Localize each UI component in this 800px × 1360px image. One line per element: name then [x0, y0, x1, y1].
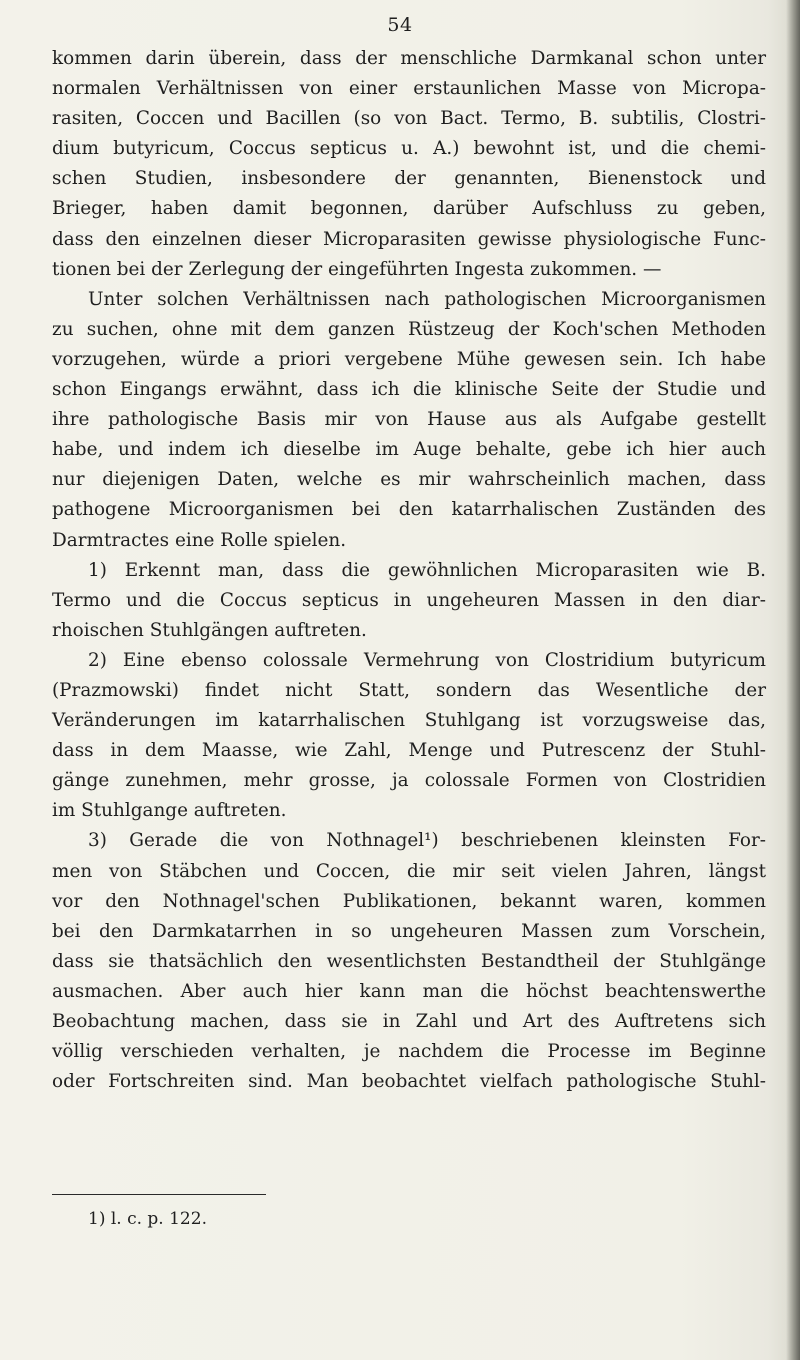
text-line: 3) Gerade die von Nothnagel¹) beschriebenen kleinsten For-	[88, 830, 766, 852]
text-line: vor den Nothnagel'schen Publikationen, bekannt waren, kommen	[52, 890, 766, 912]
text-line: ausmachen. Aber auch hier kann man die höchst beachtenswerthe	[52, 980, 766, 1002]
text-line: bei den Darmkatarrhen in so ungeheuren Massen zum Vorschein,	[52, 920, 766, 942]
text-line: rhoischen Stuhlgängen auftreten.	[52, 619, 367, 641]
text-line: zu suchen, ohne mit dem ganzen Rüstzeug der Koch'schen Methoden	[52, 318, 766, 340]
body-text	[52, 44, 766, 1097]
text-line: habe, und indem ich dieselbe im Auge behalte, gebe ich hier auch	[52, 439, 766, 461]
text-line: im Stuhlgange auftreten.	[52, 800, 287, 822]
text-line: pathogene Microorganismen bei den katarrhalischen Zuständen des	[52, 499, 766, 521]
text-line: Veränderungen im katarrhalischen Stuhlgang ist vorzugsweise das,	[52, 710, 766, 732]
text-line: kommen darin überein, dass der menschliche Darmkanal schon unter	[52, 48, 766, 69]
footnote-divider	[52, 1194, 266, 1195]
text-line: Brieger, haben damit begonnen, darüber Aufschluss zu geben,	[52, 198, 766, 220]
footnote: 1) l. c. p. 122.	[88, 1209, 207, 1229]
text-line: Unter solchen Verhältnissen nach pathologischen Microorganismen	[88, 288, 766, 310]
text-line: 2) Eine ebenso colossale Vermehrung von Clostridium butyricum	[88, 649, 766, 671]
text-line: normalen Verhältnissen von einer erstaunlichen Masse von Micropa-	[52, 78, 766, 100]
text-line: dass in dem Maasse, wie Zahl, Menge und Putrescenz der Stuhl-	[52, 740, 766, 762]
text-line: gänge zunehmen, mehr grosse, ja colossale Formen von Clostridien	[52, 770, 766, 792]
page-edge-shadow	[786, 0, 800, 1360]
text-line: 1) Erkennt man, dass die gewöhnlichen Microparasiten wie B.	[88, 559, 766, 581]
text-line: dium butyricum, Coccus septicus u. A.) bewohnt ist, und die chemi-	[52, 138, 766, 160]
text-line: völlig verschieden verhalten, je nachdem die Processe im Beginne	[52, 1041, 766, 1063]
text-line: Darmtractes eine Rolle spielen.	[52, 529, 347, 551]
text-line: oder Fortschreiten sind. Man beobachtet vielfach pathologische Stuhl-	[52, 1071, 766, 1093]
text-line: (Prazmowski) findet nicht Statt, sondern das Wesentliche der	[52, 679, 766, 701]
text-line: nur diejenigen Daten, welche es mir wahrscheinlich machen, dass	[52, 469, 766, 491]
text-line: schen Studien, insbesondere der genannten, Bienenstock und	[52, 168, 766, 190]
text-line: tionen bei der Zerlegung der eingeführten Ingesta zukommen. —	[52, 258, 662, 280]
text-line: men von Stäbchen und Coccen, die mir seit vielen Jahren, längst	[52, 860, 766, 882]
text-line: rasiten, Coccen und Bacillen (so von Bact. Termo, B. subtilis, Clostri-	[52, 108, 766, 130]
text-line: dass den einzelnen dieser Microparasiten gewisse physiologische Func-	[52, 228, 766, 250]
text-line: Beobachtung machen, dass sie in Zahl und Art des Auftretens sich	[52, 1011, 766, 1032]
text-line: dass sie thatsächlich den wesentlichsten Bestandtheil der Stuhlgänge	[52, 950, 766, 972]
text-line: schon Eingangs erwähnt, dass ich die klinische Seite der Studie und	[52, 379, 766, 401]
text-line: ihre pathologische Basis mir von Hause aus als Aufgabe gestellt	[52, 409, 766, 431]
text-line: Termo und die Coccus septicus in ungeheuren Massen in den diar-	[52, 589, 766, 611]
text-line: vorzugehen, würde a priori vergebene Mühe gewesen sein. Ich habe	[52, 348, 766, 370]
page-number: 54	[387, 14, 413, 36]
